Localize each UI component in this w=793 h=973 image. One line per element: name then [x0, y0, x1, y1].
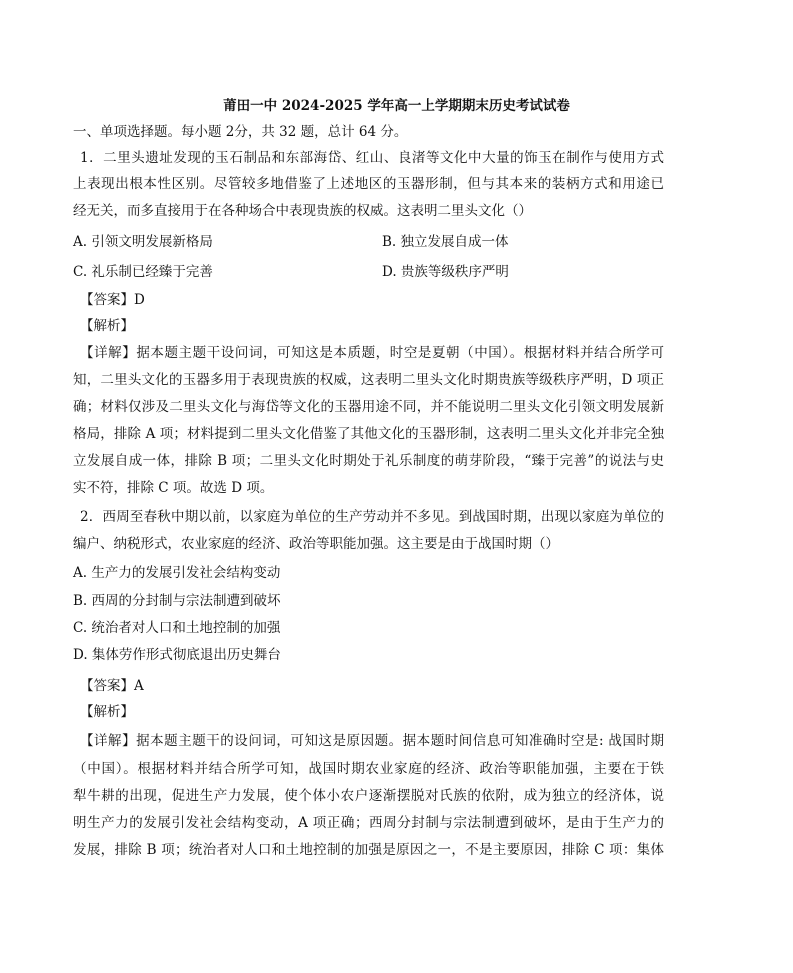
q2-detail-line: 明生产力的发展引发社会结构变动，A 项正确；西周分封制与宗法制遭到破坏，是由于生产力的 — [73, 815, 664, 831]
q1-option-b: B. 独立发展自成一体 — [382, 234, 509, 250]
q1-option-c: C. 礼乐制已经臻于完善 — [73, 264, 213, 280]
q1-stem-line: 上表现出根本性区别。尽管较多地借鉴了上述地区的玉器形制，但与其本来的装柄方式和用途已 — [73, 176, 664, 192]
q1-option-a: A. 引领文明发展新格局 — [73, 234, 213, 250]
q2-option-c: C. 统治者对人口和土地控制的加强 — [73, 620, 281, 636]
q1-analysis-label: 【解析】 — [80, 318, 134, 334]
q1-detail-line: 【详解】据本题主题干设问词，可知这是本质题，时空是夏朝（中国）。根据材料并结合所学可 — [80, 345, 664, 361]
q2-detail-line: 犁牛耕的出现，促进生产力发展，使个体小农户逐渐摆脱对氏族的依附，成为独立的经济体，说 — [73, 788, 664, 804]
page-title: 莆田一中 2024-2025 学年高一上学期期末历史考试试卷 — [223, 98, 570, 114]
q2-stem-line: 2．西周至春秋中期以前，以家庭为单位的生产劳动并不多见。到战国时期，出现以家庭为单位的 — [80, 509, 664, 525]
q2-option-a: A. 生产力的发展引发社会结构变动 — [73, 565, 281, 581]
q2-detail-line: 【详解】据本题主题干的设问词，可知这是原因题。据本题时间信息可知准确时空是: 战国时期 — [80, 733, 664, 749]
q2-stem-line: 编户、纳税形式，农业家庭的经济、政治等职能加强。这主要是由于战国时期（） — [73, 536, 559, 552]
q2-detail-line: 发展，排除 B 项；统治者对人口和土地控制的加强是原因之一，不是主要原因，排除 C 项：集体 — [73, 842, 664, 858]
q2-detail-line: （中国）。根据材料并结合所学可知，战国时期农业家庭的经济、政治等职能加强，主要在于铁 — [73, 761, 664, 777]
q1-answer: 【答案】D — [80, 292, 145, 308]
q1-detail-line: 确；材料仅涉及二里头文化与海岱等文化的玉器用途不同，并不能说明二里头文化引领文明发展新 — [73, 399, 664, 415]
q1-stem-line: 经无关，而多直接用于在各种场合中表现贵族的权威。这表明二里头文化（） — [73, 203, 532, 219]
q1-detail-line: 实不符，排除 C 项。故选 D 项。 — [73, 480, 274, 496]
q1-detail-line: 立发展自成一体，排除 B 项；二里头文化时期处于礼乐制度的萌芽阶段，“臻于完善”的说法与史 — [73, 453, 664, 469]
q2-answer: 【答案】A — [80, 678, 144, 694]
section-heading: 一、单项选择题。每小题 2分，共 32 题，总计 64 分。 — [73, 124, 408, 140]
q1-stem-line: 1．二里头遗址发现的玉石制品和东部海岱、红山、良渚等文化中大量的饰玉在制作与使用方式 — [80, 150, 664, 166]
q1-option-d: D. 贵族等级秩序严明 — [382, 264, 509, 280]
q2-option-d: D. 集体劳作形式彻底退出历史舞台 — [73, 647, 281, 663]
q1-detail-line: 格局，排除 A 项；材料提到二里头文化借鉴了其他文化的玉器形制，这表明二里头文化并非完全独 — [73, 426, 664, 442]
q1-detail-line: 知，二里头文化的玉器多用于表现贵族的权威，这表明二里头文化时期贵族等级秩序严明，D 项正 — [73, 372, 664, 388]
q2-option-b: B. 西周的分封制与宗法制遭到破坏 — [73, 593, 281, 609]
q2-analysis-label: 【解析】 — [80, 704, 134, 720]
